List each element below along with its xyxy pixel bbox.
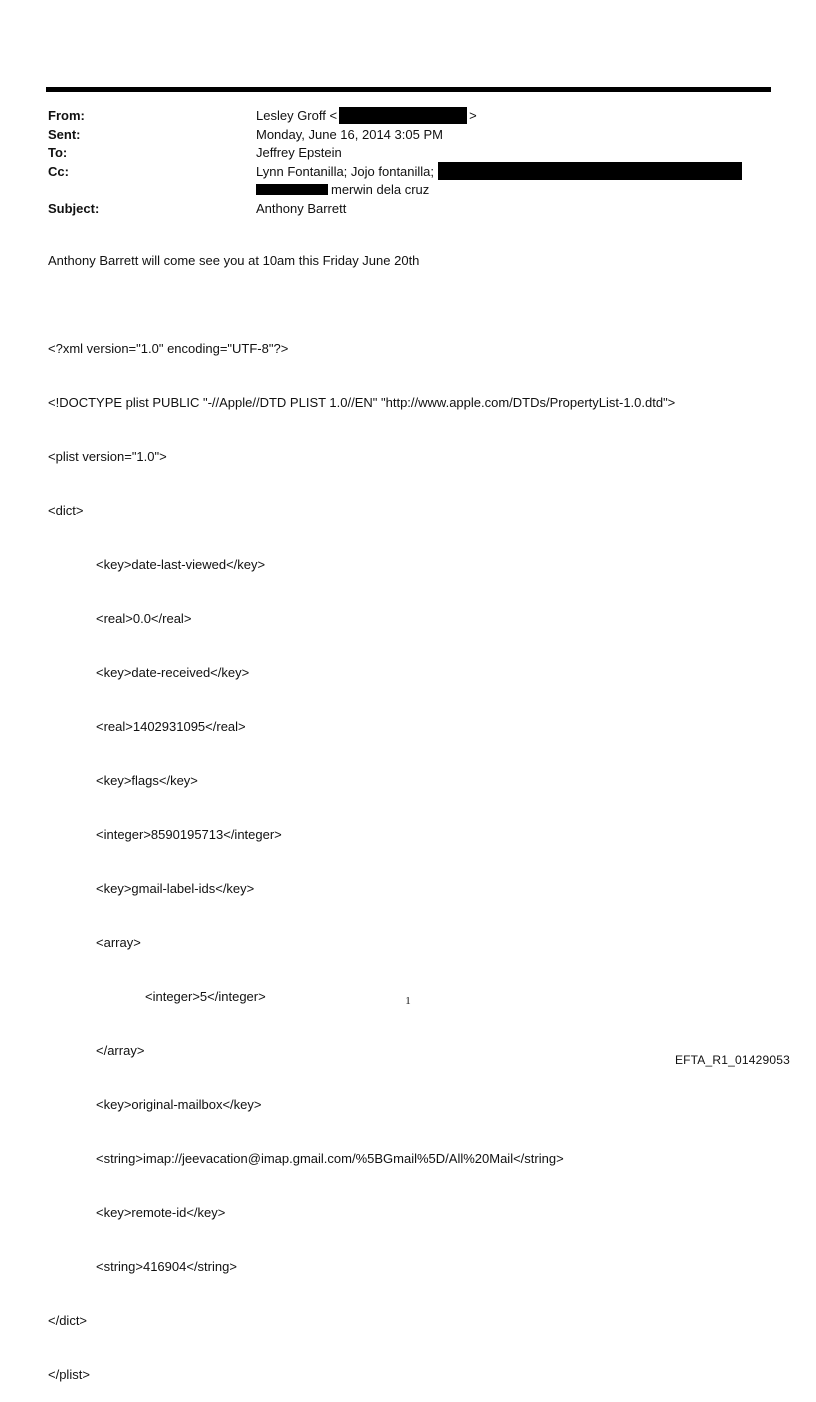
- from-label: From:: [48, 108, 85, 123]
- email-header: [48, 107, 773, 218]
- plist-block: [48, 304, 675, 1402]
- plist-line: <dict>: [48, 503, 84, 518]
- redacted-cc-block: [438, 162, 742, 180]
- from-name: Lesley Groff <: [256, 108, 338, 123]
- plist-line: <real>1402931095</real>: [96, 719, 246, 734]
- plist-line: </array>: [96, 1043, 145, 1058]
- page-number: 1: [405, 995, 411, 1007]
- plist-line: </plist>: [48, 1367, 90, 1382]
- redacted-email-block: [339, 107, 467, 124]
- cc-names: Lynn Fontanilla; Jojo fontanilla;: [256, 163, 435, 179]
- message-body: Anthony Barrett will come see you at 10am this Friday June 20th: [48, 253, 420, 268]
- header-divider: [46, 87, 771, 92]
- plist-line: <key>remote-id</key>: [96, 1205, 226, 1220]
- subject-label: Subject:: [48, 200, 100, 216]
- plist-line: <array>: [96, 935, 141, 950]
- cc-names-2: merwin dela cruz: [331, 182, 430, 197]
- cc-value-continued: [256, 181, 429, 200]
- from-bracket: >: [469, 108, 477, 123]
- cc-row: [48, 163, 773, 182]
- plist-line: <!DOCTYPE plist PUBLIC "-//Apple//DTD PLIST 1.0//EN" "http://www.apple.com/DTDs/PropertyList-1.0.dtd">: [48, 395, 676, 410]
- plist-line: <string>imap://jeevacation@imap.gmail.com/%5BGmail%5D/All%20Mail</string>: [96, 1151, 564, 1166]
- plist-line: </dict>: [48, 1313, 88, 1328]
- plist-line: <integer>5</integer>: [145, 989, 266, 1004]
- plist-line: <key>date-last-viewed</key>: [96, 557, 266, 572]
- to-row: [48, 144, 773, 163]
- subject-value: Anthony Barrett: [256, 200, 347, 216]
- document-id: EFTA_R1_01429053: [674, 1053, 790, 1067]
- cc-value: [256, 163, 742, 182]
- sent-row: [48, 126, 773, 145]
- plist-line: <real>0.0</real>: [96, 611, 192, 626]
- from-value: [256, 107, 477, 126]
- cc-label: Cc:: [48, 163, 69, 179]
- redacted-cc-name-block: [256, 184, 328, 195]
- subject-row: [48, 200, 773, 219]
- plist-line: <key>date-received</key>: [96, 665, 250, 680]
- from-row: [48, 107, 773, 126]
- cc-row-continued: [48, 181, 773, 200]
- to-value: Jeffrey Epstein: [256, 145, 342, 160]
- plist-line: <key>flags</key>: [96, 773, 198, 788]
- plist-line: <integer>8590195713</integer>: [96, 827, 282, 842]
- plist-line: <string>416904</string>: [96, 1259, 237, 1274]
- to-label: To:: [48, 145, 68, 160]
- sent-value: Monday, June 16, 2014 3:05 PM: [256, 126, 443, 142]
- plist-line: <key>gmail-label-ids</key>: [96, 881, 255, 896]
- plist-line: <key>original-mailbox</key>: [96, 1097, 262, 1112]
- plist-line: <plist version="1.0">: [48, 449, 167, 464]
- sent-label: Sent:: [48, 126, 81, 142]
- plist-line: <?xml version="1.0" encoding="UTF-8"?>: [48, 341, 289, 356]
